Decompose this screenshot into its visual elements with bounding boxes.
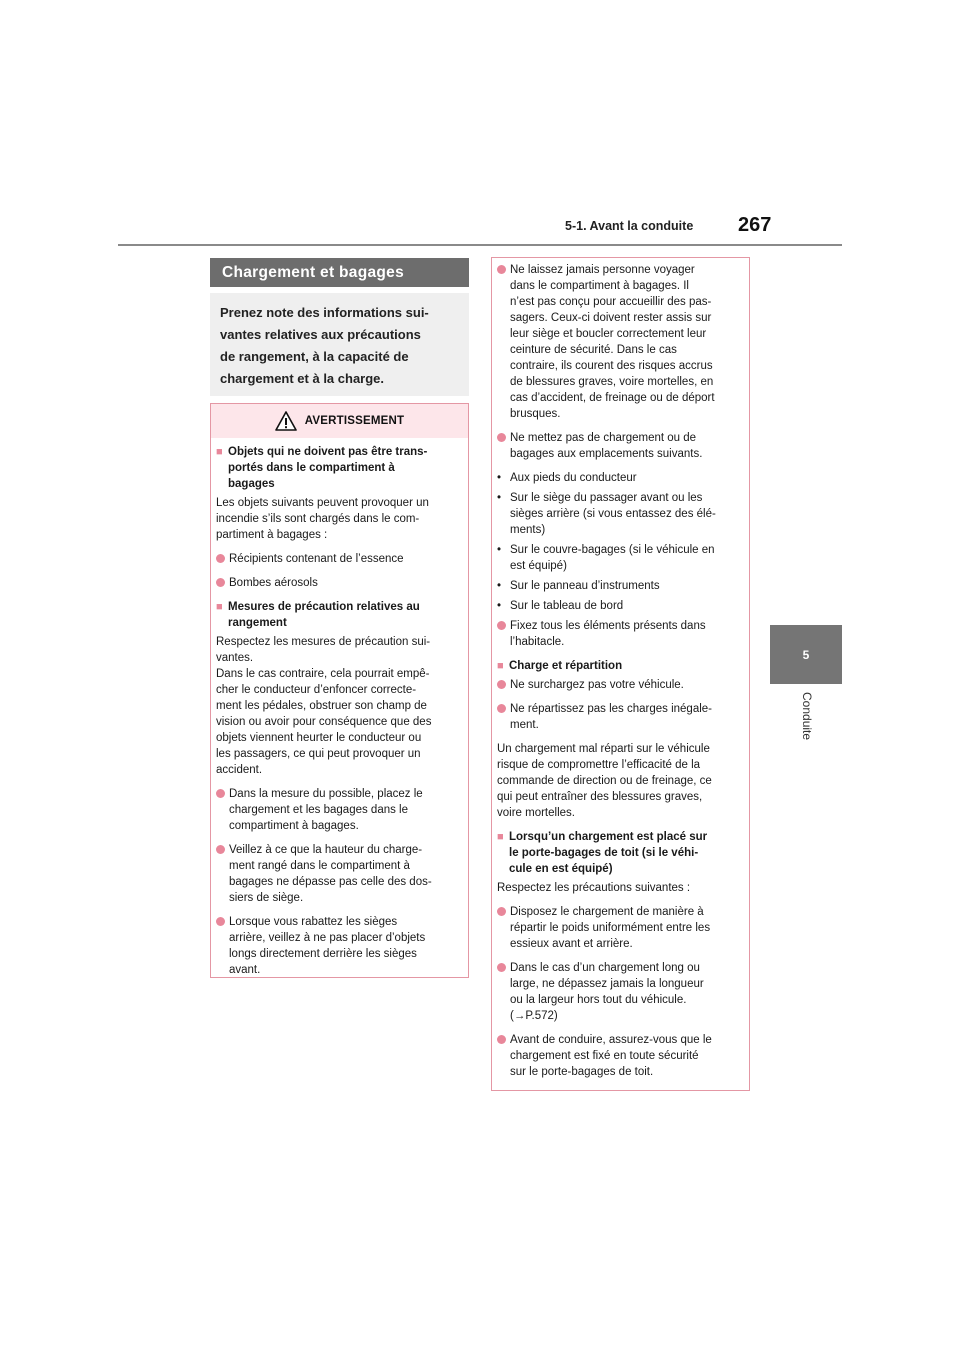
warning-box-right	[491, 257, 750, 1091]
item-text: Récipients contenant de l’essence	[229, 553, 404, 565]
item-text: Un chargement mal réparti sur le véhicule risque de compromettre l’efficacité de la commande de direction ou de freinage, ce qui peut entraîner des blessures graves, voire mortelles.	[497, 743, 712, 819]
bullet-item	[497, 904, 743, 952]
bullet-item	[497, 618, 743, 650]
item-text: Objets qui ne doivent pas être trans- portés dans le compartiment à bagages	[228, 446, 428, 490]
round-bullet-icon	[497, 1032, 510, 1080]
paragraph	[497, 741, 743, 821]
round-bullet-icon	[497, 960, 510, 1024]
warning-label: AVERTISSEMENT	[304, 415, 405, 427]
warning-triangle-icon	[275, 411, 297, 431]
paragraph	[216, 634, 462, 778]
item-text: Dans la mesure du possible, placez le chargement et les bagages dans le compartiment à bagages.	[229, 788, 423, 832]
subheading	[216, 444, 462, 492]
round-bullet-icon	[216, 842, 229, 906]
dot-bullet-icon: •	[497, 544, 502, 556]
warning-content-right	[492, 258, 749, 1080]
paragraph	[216, 495, 462, 543]
dash-item	[497, 578, 743, 594]
warning-header	[211, 404, 468, 438]
warning-box-left	[210, 403, 469, 978]
bullet-item	[216, 786, 462, 834]
item-text: Lorsqu’un chargement est placé sur le porte-bagages de toit (si le véhi- cule en est équipé)	[509, 831, 708, 875]
item-text: Mesures de précaution relatives au rangement	[228, 601, 420, 629]
item-text: Aux pieds du conducteur	[510, 472, 637, 484]
bullet-item	[497, 701, 743, 733]
dot-bullet-icon: •	[497, 492, 502, 504]
round-bullet-icon	[216, 551, 229, 567]
bullet-item	[497, 677, 743, 693]
square-bullet-icon: ■	[497, 831, 504, 843]
round-bullet-icon	[497, 618, 510, 650]
section-title: Chargement et bagages	[210, 258, 469, 287]
section-label: 5-1. Avant la conduite	[565, 219, 694, 233]
intro-line: chargement et à la charge.	[220, 371, 385, 386]
dash-item	[497, 542, 743, 574]
item-text: Respectez les précautions suivantes :	[497, 882, 691, 894]
item-text: Disposez le chargement de manière à répartir le poids uniformément entre les essieux avant et arrière.	[510, 906, 711, 950]
round-bullet-icon	[497, 701, 510, 733]
chapter-tab: 5	[770, 625, 842, 684]
header-rule	[118, 244, 842, 246]
item-text: Dans le cas d’un chargement long ou large, ne dépassez jamais la longueur ou la largeur hors tout du véhicule. (→P.572)	[510, 962, 704, 1022]
bullet-item	[216, 575, 462, 591]
warning-content-left	[211, 438, 468, 978]
dot-bullet-icon: •	[497, 600, 502, 612]
dot-bullet-icon: •	[497, 472, 502, 484]
intro-line: Prenez note des informations sui-	[220, 305, 429, 320]
round-bullet-icon	[497, 677, 510, 693]
chapter-name: Conduite	[800, 692, 814, 741]
item-text: Sur le siège du passager avant ou les sièges arrière (si vous entassez des élé- ments)	[510, 492, 716, 536]
dot-bullet-icon: •	[497, 580, 502, 592]
paragraph	[497, 880, 743, 896]
subheading	[497, 658, 743, 674]
item-text: Avant de conduire, assurez-vous que le chargement est fixé en toute sécurité sur le porte-bagages de toit.	[510, 1034, 712, 1078]
square-bullet-icon: ■	[497, 660, 504, 672]
intro-line: vantes relatives aux précautions	[220, 327, 421, 342]
item-text: Ne laissez jamais personne voyager dans le compartiment à bagages. Il n’est pas conçu pour accueillir des pas- sagers. Ceux-ci doivent rester assis sur leur siège et boucler correctement leur ceinture de sécurité. Dans le cas contraire, ils courent des risques accrus de blessures graves, voire mortelles, en cas d’accident, de freinage ou de déport brusques.	[510, 264, 715, 420]
item-text: Veillez à ce que la hauteur du charge- ment rangé dans le compartiment à bagages ne dépasse pas celle des dos- siers de siège.	[229, 844, 432, 904]
dash-item	[497, 490, 743, 538]
item-text: Les objets suivants peuvent provoquer un incendie s’ils sont chargés dans le com- partiment à bagages :	[216, 497, 429, 541]
round-bullet-icon	[497, 262, 510, 422]
square-bullet-icon: ■	[216, 601, 223, 613]
subheading	[216, 599, 462, 631]
bullet-item	[216, 842, 462, 906]
dash-item	[497, 470, 743, 486]
item-text: Ne répartissez pas les charges inégale- ment.	[510, 703, 712, 731]
item-text: Sur le couvre-bagages (si le véhicule en est équipé)	[510, 544, 715, 572]
item-text: Bombes aérosols	[229, 577, 318, 589]
subheading	[497, 829, 743, 877]
intro-box	[210, 293, 469, 396]
dash-item	[497, 598, 743, 614]
square-bullet-icon: ■	[216, 446, 223, 458]
bullet-item	[497, 430, 743, 462]
round-bullet-icon	[216, 575, 229, 591]
round-bullet-icon	[497, 430, 510, 462]
round-bullet-icon	[216, 786, 229, 834]
item-text: Sur le tableau de bord	[510, 600, 624, 612]
bullet-item	[497, 960, 743, 1024]
bullet-item	[216, 551, 462, 567]
item-text: Respectez les mesures de précaution sui- vantes. Dans le cas contraire, cela pourrait empê- cher le conducteur d’enfoncer correcte- ment les pédales, obstruer son champ de vision ou avoir pour conséquence que des objets viennent heurter le conducteur ou les passagers, ce qui peut provoquer un accident.	[216, 636, 432, 776]
intro-line: de rangement, à la capacité de	[220, 349, 409, 364]
item-text: Lorsque vous rabattez les sièges arrière, veillez à ne pas placer d’objets longs directement derrière les sièges avant.	[229, 916, 426, 976]
item-text: Ne mettez pas de chargement ou de bagages aux emplacements suivants.	[510, 432, 703, 460]
bullet-item	[497, 262, 743, 422]
round-bullet-icon	[497, 904, 510, 952]
bullet-item	[216, 914, 462, 978]
item-text: Fixez tous les éléments présents dans l’habitacle.	[510, 620, 706, 648]
item-text: Charge et répartition	[509, 660, 623, 672]
item-text: Ne surchargez pas votre véhicule.	[510, 679, 684, 691]
page-number: 267	[738, 214, 772, 236]
round-bullet-icon	[216, 914, 229, 978]
item-text: Sur le panneau d’instruments	[510, 580, 660, 592]
bullet-item	[497, 1032, 743, 1080]
